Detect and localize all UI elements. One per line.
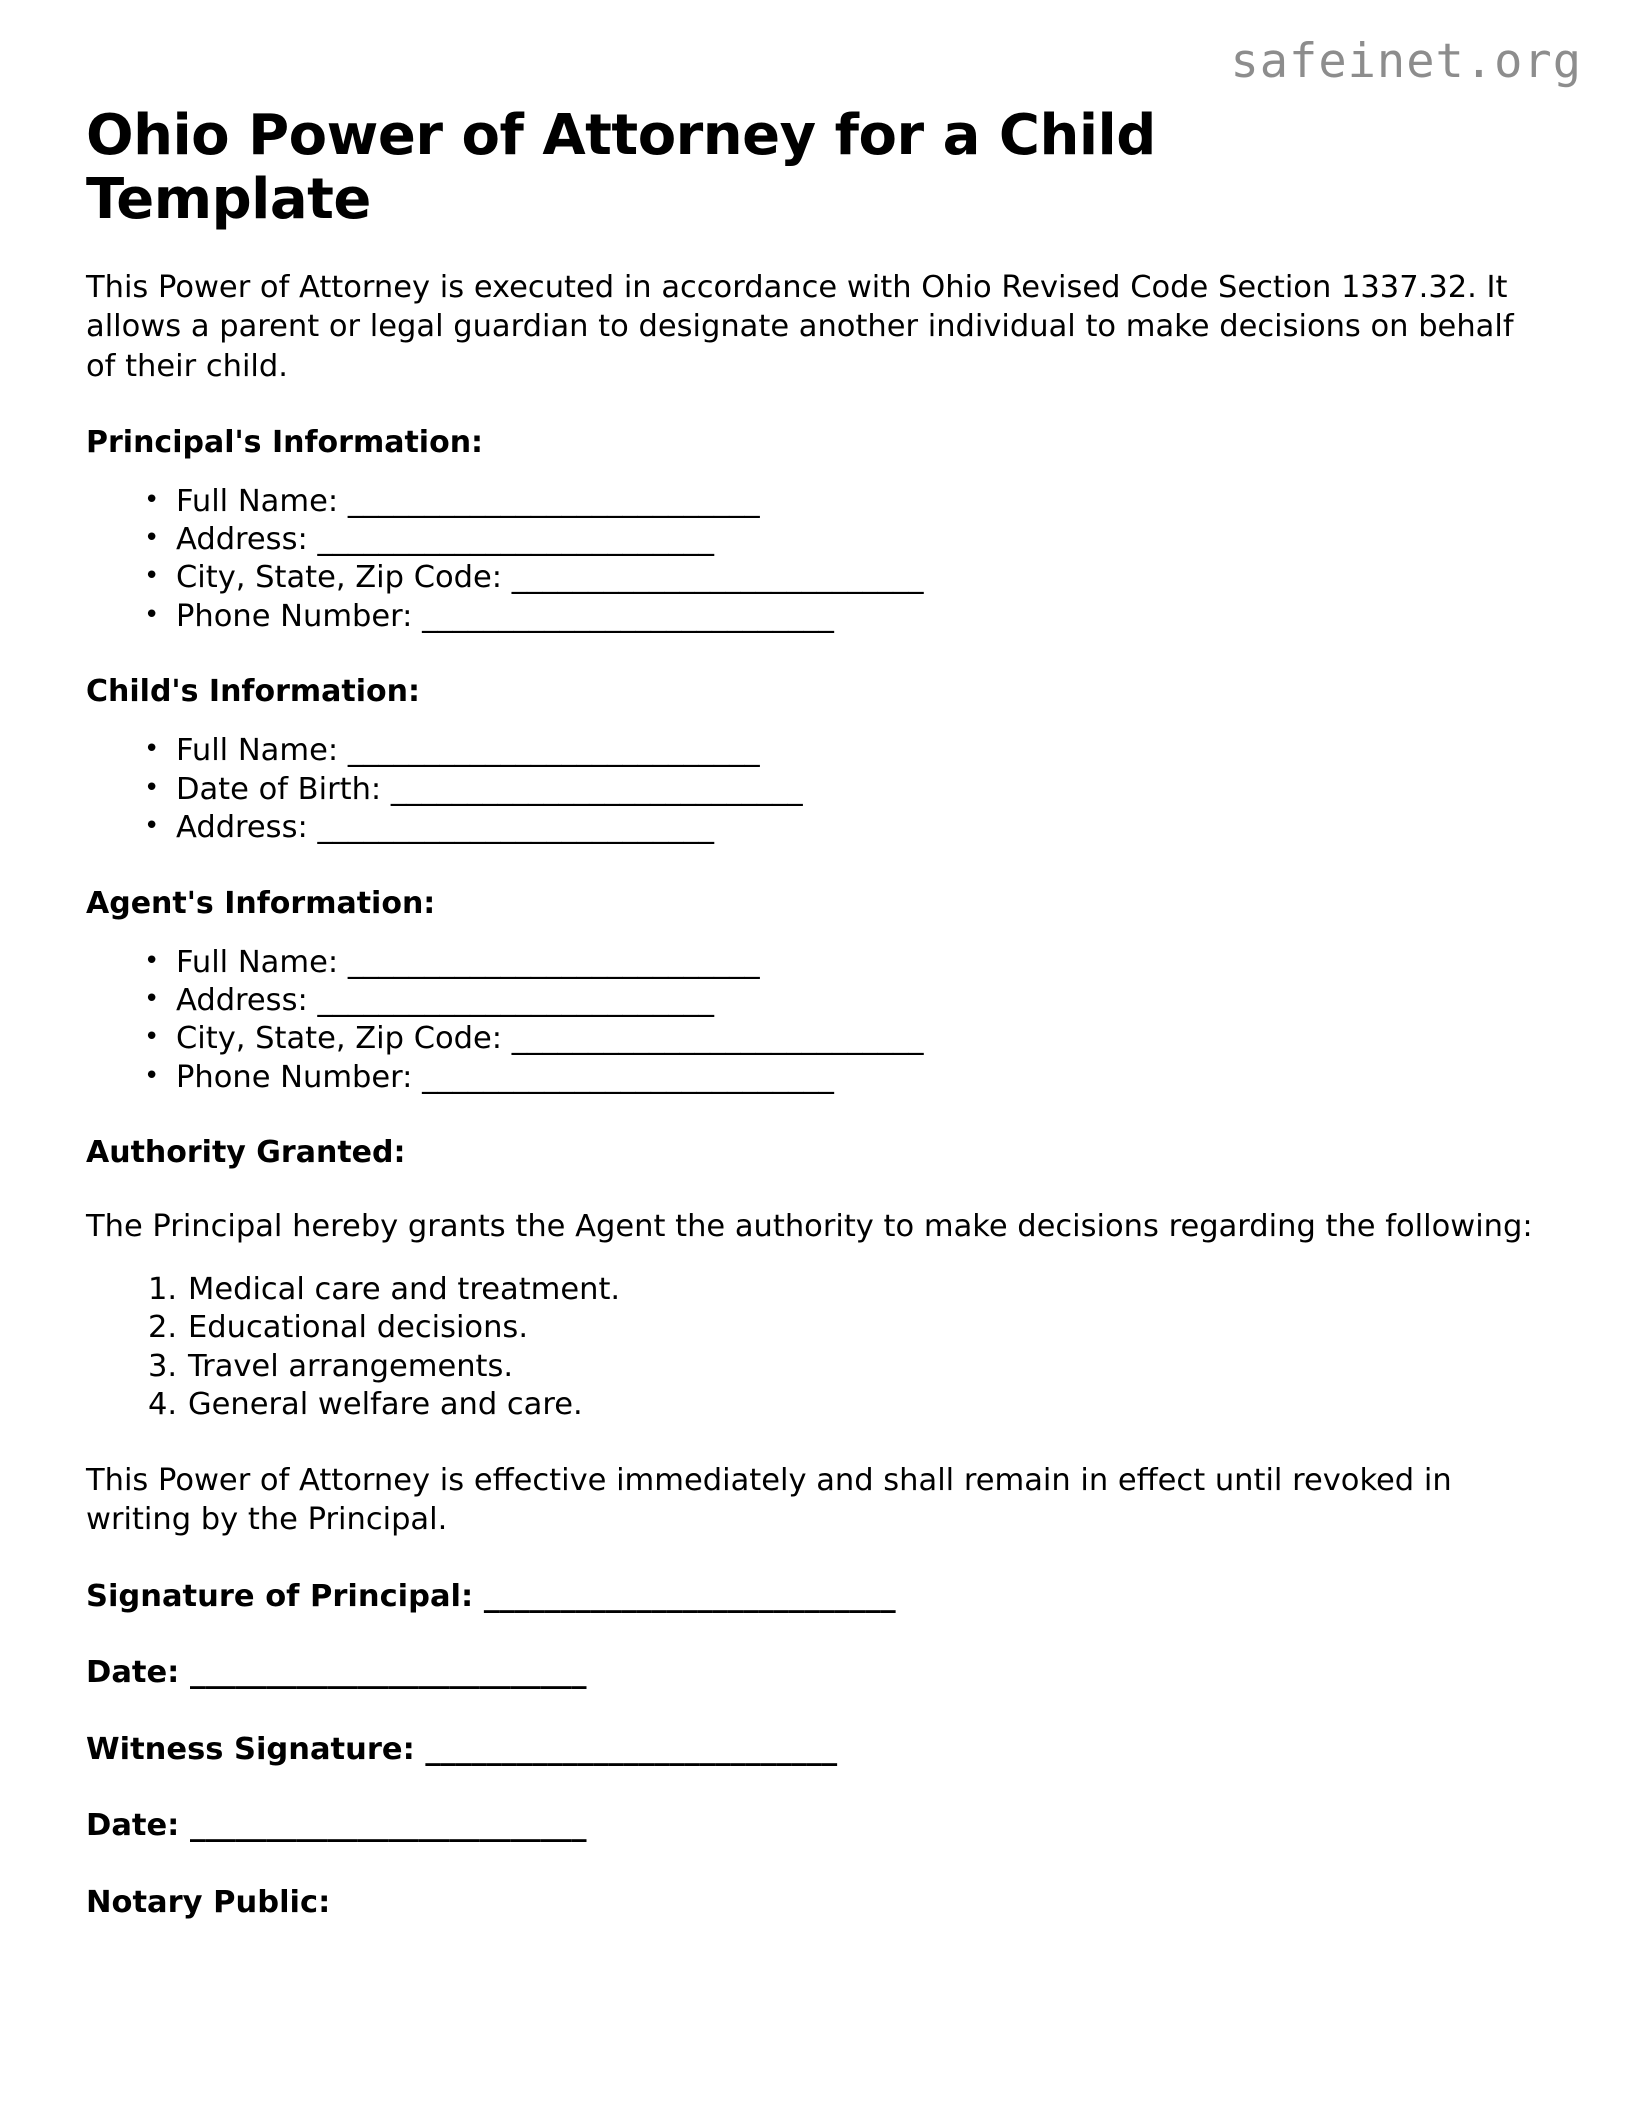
field-label: Full Name: <box>176 944 339 980</box>
list-item <box>138 483 1544 521</box>
section-heading-child: Child's Information: <box>86 674 420 710</box>
field-blank-line[interactable]: ___________________________ <box>390 771 803 807</box>
field-blank-line[interactable]: ___________________________ <box>347 944 760 980</box>
field-blank-line[interactable]: ___________________________ <box>511 560 924 596</box>
notary-public-line <box>86 1884 1544 1922</box>
list-item <box>138 982 1544 1020</box>
field-blank-line[interactable]: __________________________ <box>317 522 714 557</box>
signature-label: Date: <box>86 1808 180 1844</box>
list-item <box>138 1020 1544 1058</box>
signature-label: Notary Public: <box>86 1884 331 1920</box>
field-label: Address: <box>176 810 308 846</box>
list-item <box>138 732 1544 770</box>
field-label: Full Name: <box>176 483 339 519</box>
agent-fields-list <box>86 944 1544 1098</box>
section-heading-authority: Authority Granted: <box>86 1135 406 1171</box>
signature-witness-date-line <box>86 1807 1544 1845</box>
signature-blank-line[interactable]: __________________________ <box>190 1808 587 1844</box>
field-label: Phone Number: <box>176 1059 413 1095</box>
signature-principal-date-line <box>86 1654 1544 1692</box>
list-item: General welfare and care. <box>188 1387 583 1423</box>
field-blank-line[interactable]: __________________________ <box>317 810 714 846</box>
field-label: City, State, Zip Code: <box>176 560 503 596</box>
field-label: Date of Birth: <box>176 771 382 807</box>
signature-witness-line <box>86 1731 1544 1769</box>
list-item: Medical care and treatment. <box>188 1271 621 1307</box>
effective-paragraph: This Power of Attorney is effective immediately and shall remain in effect until revoked in writing by the Principal. <box>86 1462 1452 1538</box>
list-item <box>138 1059 1544 1097</box>
signature-label: Date: <box>86 1655 180 1691</box>
authority-intro-paragraph: The Principal hereby grants the Agent the authority to make decisions regarding the following: <box>86 1209 1533 1245</box>
list-item <box>138 809 1544 847</box>
field-blank-line[interactable]: __________________________ <box>317 982 714 1018</box>
field-blank-line[interactable]: ___________________________ <box>347 733 760 769</box>
site-watermark: safeinet.org <box>1230 34 1582 89</box>
field-label: Phone Number: <box>176 598 413 634</box>
field-label: Full Name: <box>176 733 339 769</box>
signature-label: Signature of Principal: <box>86 1578 474 1614</box>
list-item <box>138 521 1544 559</box>
document-body <box>86 104 1544 1922</box>
signature-label: Witness Signature: <box>86 1731 415 1767</box>
intro-paragraph: This Power of Attorney is executed in accordance with Ohio Revised Code Section 1337.32. It allows a parent or legal guardian to designate another individual to make decisions on behalf of their child. <box>86 269 1514 384</box>
list-item <box>138 559 1544 597</box>
field-blank-line[interactable]: ___________________________ <box>347 483 760 519</box>
page-title: Ohio Power of Attorney for a Child Template <box>86 103 1156 232</box>
field-blank-line[interactable]: ___________________________ <box>511 1021 924 1057</box>
field-label: Address: <box>176 982 308 1018</box>
list-item: Travel arrangements. <box>188 1348 514 1384</box>
signature-blank-line[interactable]: ___________________________ <box>483 1578 896 1614</box>
list-item <box>138 944 1544 982</box>
section-heading-agent: Agent's Information: <box>86 885 436 921</box>
field-label: Address: <box>176 522 308 557</box>
signature-principal-line <box>86 1578 1544 1616</box>
field-blank-line[interactable]: ___________________________ <box>422 598 834 634</box>
authority-items-list <box>86 1271 1544 1425</box>
signature-blank-line[interactable]: ___________________________ <box>425 1731 838 1767</box>
list-item: Educational decisions. <box>188 1310 529 1346</box>
field-blank-line[interactable]: ___________________________ <box>422 1059 834 1095</box>
signature-blank-line[interactable]: __________________________ <box>190 1655 587 1691</box>
field-label: City, State, Zip Code: <box>176 1021 503 1057</box>
principal-fields-list <box>86 483 1544 637</box>
section-heading-principal: Principal's Information: <box>86 424 484 460</box>
list-item <box>138 771 1544 809</box>
child-fields-list <box>86 732 1544 847</box>
list-item <box>138 598 1544 636</box>
